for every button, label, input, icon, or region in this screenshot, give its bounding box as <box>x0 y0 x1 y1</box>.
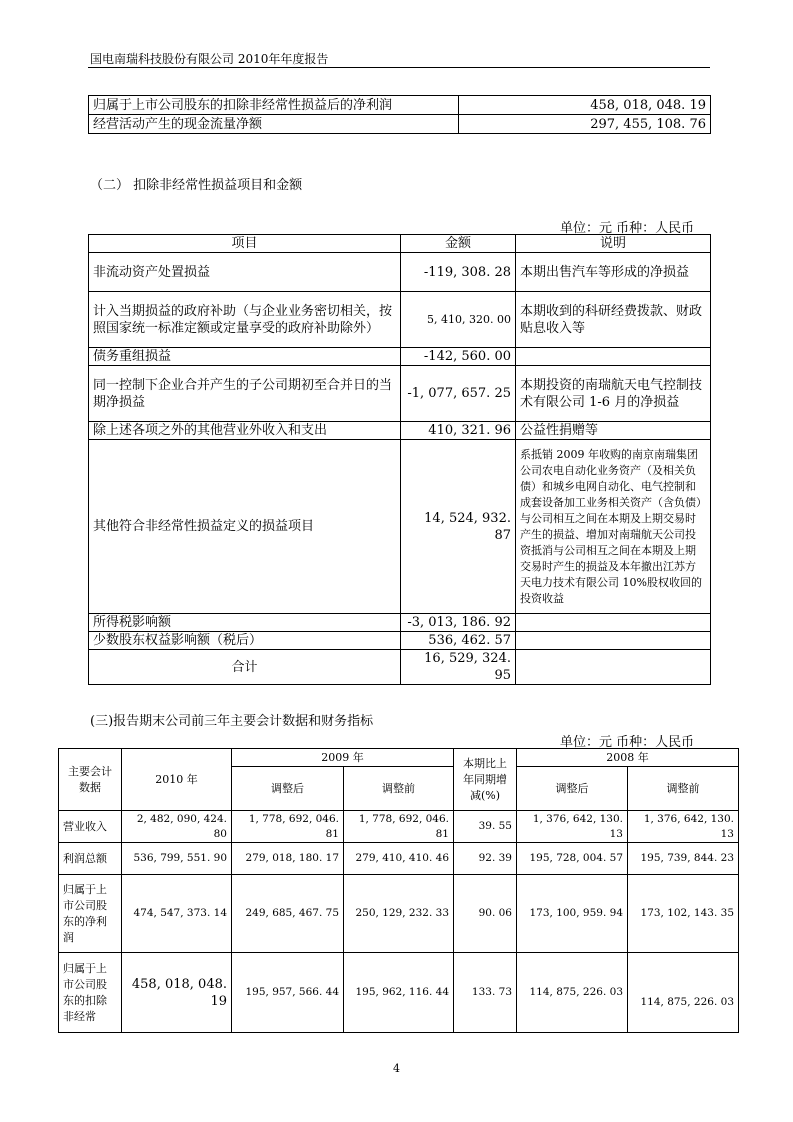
item-cell: 合计 <box>89 650 401 685</box>
section-3-unit: 单位：元 币种：人民币 <box>560 735 695 750</box>
value-2008-before: 114, 875, 226. 03 <box>628 953 739 1033</box>
header-amount: 金额 <box>401 235 516 253</box>
value-2009-before: 250, 129, 232. 33 <box>344 875 454 953</box>
report-header: 国电南瑞科技股份有限公司 2010年年度报告 <box>90 52 329 66</box>
row-label: 利润总额 <box>59 843 122 875</box>
header-2009-before: 调整前 <box>344 767 454 811</box>
value-2009-before: 279, 410, 410. 46 <box>344 843 454 875</box>
row-label: 经营活动产生的现金流量净额 <box>89 115 459 134</box>
item-cell: 计入当期损益的政府补助（与企业业务密切相关，按照国家统一标准定额或定量享受的政府补助除外） <box>89 292 401 348</box>
table-row <box>59 811 739 843</box>
table-row <box>59 843 739 875</box>
row-label: 归属于上市公司股东的扣除非经常性损益后的净利润 <box>89 96 459 115</box>
header-2009-after: 调整后 <box>232 767 344 811</box>
value-2010: 536, 799, 551. 90 <box>122 843 232 875</box>
note-cell <box>516 650 711 685</box>
value-2008-after: 1, 376, 642, 130. 13 <box>517 811 628 843</box>
header-main: 主要会计数据 <box>59 749 122 811</box>
table-header-row <box>59 749 739 767</box>
table-row <box>89 366 711 422</box>
table-total-row <box>89 650 711 685</box>
table-row <box>89 440 711 614</box>
value-change: 39. 55 <box>454 811 517 843</box>
amount-cell: 14, 524, 932. 87 <box>401 440 516 614</box>
note-cell <box>516 348 711 366</box>
value-2009-after: 279, 018, 180. 17 <box>232 843 344 875</box>
section-3-heading: (三)报告期末公司前三年主要会计数据和财务指标 <box>90 714 374 729</box>
header-note: 说明 <box>516 235 711 253</box>
value-change: 133. 73 <box>454 953 517 1033</box>
header-item: 项目 <box>89 235 401 253</box>
row-value: 458, 018, 048. 19 <box>459 96 711 115</box>
amount-cell: -3, 013, 186. 92 <box>401 614 516 632</box>
item-cell: 所得税影响额 <box>89 614 401 632</box>
note-cell: 本期收到的科研经费拨款、财政贴息收入等 <box>516 292 711 348</box>
note-cell: 本期投资的南瑞航天电气控制技术有限公司 1-6 月的净损益 <box>516 366 711 422</box>
note-cell: 本期出售汽车等形成的净损益 <box>516 253 711 292</box>
table-row <box>89 614 711 632</box>
value-2008-before: 195, 739, 844. 23 <box>628 843 739 875</box>
amount-cell: -142, 560. 00 <box>401 348 516 366</box>
item-cell: 非流动资产处置损益 <box>89 253 401 292</box>
item-cell: 债务重组损益 <box>89 348 401 366</box>
header-2008-after: 调整后 <box>517 767 628 811</box>
section-2-heading: （二） 扣除非经常性损益项目和金额 <box>90 178 303 193</box>
table-header-row <box>89 235 711 253</box>
top-summary-table <box>88 95 711 134</box>
value-2009-before: 1, 778, 692, 046. 81 <box>344 811 454 843</box>
value-2008-after: 114, 875, 226. 03 <box>517 953 628 1033</box>
value-2008-after: 173, 100, 959. 94 <box>517 875 628 953</box>
value-2008-before: 173, 102, 143. 35 <box>628 875 739 953</box>
item-cell: 除上述各项之外的其他营业外收入和支出 <box>89 422 401 440</box>
value-2009-after: 249, 685, 467. 75 <box>232 875 344 953</box>
item-cell: 少数股东权益影响额（税后） <box>89 632 401 650</box>
table-row <box>59 875 739 953</box>
header-change: 本期比上年同期增减(%) <box>454 749 517 811</box>
section-2-unit: 单位：元 币种：人民币 <box>560 221 695 236</box>
amount-cell: 16, 529, 324. 95 <box>401 650 516 685</box>
header-2010: 2010 年 <box>122 749 232 811</box>
header-2008: 2008 年 <box>517 749 739 767</box>
value-2009-before: 195, 962, 116. 44 <box>344 953 454 1033</box>
item-cell: 其他符合非经常性损益定义的损益项目 <box>89 440 401 614</box>
table-row <box>59 953 739 1033</box>
note-cell <box>516 614 711 632</box>
value-2010: 2, 482, 090, 424. 80 <box>122 811 232 843</box>
value-2010: 474, 547, 373. 14 <box>122 875 232 953</box>
item-cell: 同一控制下企业合并产生的子公司期初至合并日的当期净损益 <box>89 366 401 422</box>
page-number: 4 <box>393 1062 400 1075</box>
value-2010: 458, 018, 048. 19 <box>122 953 232 1033</box>
header-rule <box>88 67 710 68</box>
table-row <box>89 115 711 134</box>
row-label: 营业收入 <box>59 811 122 843</box>
note-cell: 系抵销 2009 年收购的南京南瑞集团公司农电自动化业务资产（及相关负债）和城乡电网自动化、电气控制和成套设备加工业务相关资产（含负债）与公司相互之间在本期及上期交易时产生的损益、增加对南瑞航天公司投资抵消与公司相互之间在本期及上期交易时产生的损益及本年撤出江苏方天电力技术有限公司 10%股权收回的投资收益 <box>516 440 711 614</box>
header-2008-before: 调整前 <box>628 767 739 811</box>
amount-cell: 410, 321. 96 <box>401 422 516 440</box>
table-row <box>89 632 711 650</box>
value-2008-after: 195, 728, 004. 57 <box>517 843 628 875</box>
amount-cell: -119, 308. 28 <box>401 253 516 292</box>
table-row <box>89 96 711 115</box>
table-row <box>89 292 711 348</box>
row-label: 归属于上市公司股东的净利润 <box>59 875 122 953</box>
non-recurring-items-table <box>88 234 711 685</box>
table-row <box>89 253 711 292</box>
amount-cell: 536, 462. 57 <box>401 632 516 650</box>
value-2009-after: 195, 957, 566. 44 <box>232 953 344 1033</box>
table-row <box>89 348 711 366</box>
value-2009-after: 1, 778, 692, 046. 81 <box>232 811 344 843</box>
value-2008-before: 1, 376, 642, 130. 13 <box>628 811 739 843</box>
value-change: 92. 39 <box>454 843 517 875</box>
table-row <box>89 422 711 440</box>
amount-cell: 5, 410, 320. 00 <box>401 292 516 348</box>
amount-cell: -1, 077, 657. 25 <box>401 366 516 422</box>
row-value: 297, 455, 108. 76 <box>459 115 711 134</box>
note-cell <box>516 632 711 650</box>
three-year-data-table <box>58 748 739 1033</box>
header-2009: 2009 年 <box>232 749 454 767</box>
value-change: 90. 06 <box>454 875 517 953</box>
row-label: 归属于上市公司股东的扣除非经常 <box>59 953 122 1033</box>
note-cell: 公益性捐赠等 <box>516 422 711 440</box>
